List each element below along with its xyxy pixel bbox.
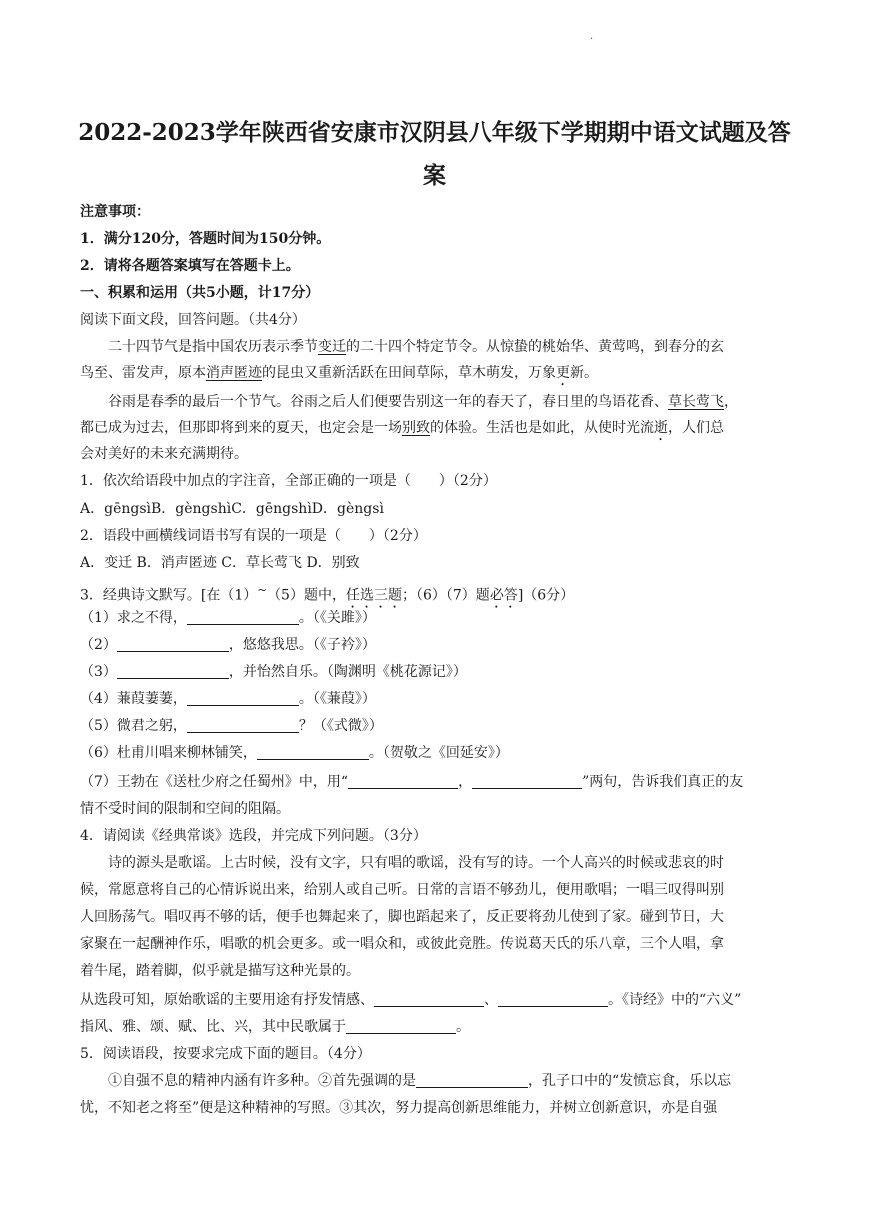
q3-item-3: [80, 662, 792, 682]
text: ；（6）（7）题: [401, 587, 490, 604]
doc-title-line-2: 案: [423, 162, 446, 189]
text: （2）: [80, 637, 117, 653]
text: 。（贺敬之《回延安》）: [368, 745, 509, 761]
q5-passage-line-2: 忧，不知老之将至”便是这种精神的写照。③其次，努力提高创新思维能力，并树立创新意识，亦是自强: [80, 1100, 718, 1116]
text: 谷雨是春季的最后一个节气。谷雨之后人们便要告别这一年的春天了，春日里的鸟语花香、: [108, 394, 668, 410]
text: ？（《式微》）: [298, 718, 383, 734]
text: ，: [458, 774, 473, 790]
dotted-char-1: 更: [556, 365, 570, 381]
passage-p2-line-1: [108, 392, 792, 412]
section-heading: 一、积累和运用（共5小题，计17分）: [80, 285, 320, 301]
text: （5）题中，: [267, 587, 346, 604]
question-1-options: A．gēngsìB．gèngshìC．gēngshìD．gèngsì: [80, 501, 384, 517]
q3-item-6: [80, 743, 792, 763]
text: （4）蒹葭萋萋，: [80, 691, 187, 707]
answer-blank[interactable]: [374, 992, 484, 1007]
underlined-word-1: 变迁: [318, 339, 346, 355]
top-mark: ·: [590, 34, 594, 45]
underlined-word-3: 草长莺飞: [668, 394, 724, 410]
text: ①自强不息的精神内涵有许多种。②首先强调的是: [108, 1073, 416, 1089]
notice-item-1: 1．满分120分，答题时间为150分钟。: [80, 231, 331, 247]
passage-p1-line-2: [80, 363, 792, 389]
emphasis-choose-three: 任选三题: [345, 587, 402, 604]
text: 指风、雅、颂、赋、比、兴，其中民歌属于: [80, 1019, 346, 1035]
q4-question-line-2: [80, 1017, 792, 1037]
answer-blank[interactable]: [348, 774, 458, 789]
text: 从选段可知，原始歌谣的主要用途有抒发情感、: [80, 992, 374, 1008]
question-2: 2．语段中画横线词语书写有误的一项是（ ）（2分）: [80, 528, 427, 544]
answer-blank[interactable]: [117, 664, 229, 679]
text: ，: [724, 394, 738, 410]
q3-item-7-cont: 情不受时间的限制和空间的阻隔。: [80, 801, 290, 817]
text: 新。: [570, 365, 598, 381]
answer-blank[interactable]: [117, 637, 229, 652]
text: （7）王勃在《送杜少府之任蜀州》中，用“: [80, 774, 349, 790]
text: 的体验。生活也是如此，从使时光流: [430, 420, 654, 436]
q3-item-7: [80, 772, 792, 792]
text: 。《诗经》中的“六义”: [608, 992, 742, 1008]
text: （3）: [80, 664, 117, 680]
q4-passage-line-4: 家聚在一起酬神作乐，唱歌的机会更多。或一唱众和，或彼此竞胜。传说葛天氏的乐八章，三个人唱，拿: [80, 936, 724, 952]
passage-p1-line-1: [108, 337, 792, 357]
text: 。（《关雎》）: [298, 610, 376, 626]
question-1: 1．依次给语段中加点的字注音，全部正确的一项是（ ）（2分）: [80, 473, 497, 489]
text: 的昆虫又重新活跃在田间草际，草木萌发，万象: [262, 365, 556, 381]
q4-question-line-1: [80, 990, 792, 1010]
q3-item-1: [80, 608, 792, 628]
doc-title-line-1: 2022-2023学年陕西省安康市汉阴县八年级下学期期中语文试题及答: [78, 119, 791, 146]
q4-passage-line-5: 着牛尾，踏着脚，似乎就是描写这种光景的。: [80, 963, 360, 979]
text: ，孔子口中的“发愤忘食，乐以忘: [528, 1073, 732, 1089]
answer-blank[interactable]: [472, 774, 582, 789]
answer-blank[interactable]: [187, 718, 299, 733]
answer-blank[interactable]: [498, 992, 608, 1007]
answer-blank[interactable]: [346, 1019, 456, 1034]
text: ，悠悠我思。（《子衿》）: [228, 637, 376, 653]
text: 都已成为过去，但那即将到来的夏天，也定会是一场: [80, 420, 402, 436]
text: 鸟至、雷发声，原本: [80, 365, 206, 381]
q3-item-4: [80, 689, 792, 709]
q4-passage-line-2: 候，常愿意将自己的心情诉说出来，给别人或自己听。日常的言语不够劲儿，便用歌唱；一唱三叹得叫别: [80, 882, 724, 898]
text: ”两句，告诉我们真正的友: [582, 774, 744, 790]
text: 、: [484, 992, 498, 1008]
text: （5）微君之躬，: [80, 718, 187, 734]
question-5: 5．阅读语段，按要求完成下面的题目。（4分）: [80, 1046, 371, 1062]
underlined-word-4: 别致: [402, 420, 430, 436]
text: 。（《蒹葭》）: [298, 691, 376, 707]
text: （6）杜甫川唱来柳林铺笑，: [80, 745, 257, 761]
answer-blank[interactable]: [187, 691, 299, 706]
passage-p2-line-2: [80, 418, 792, 444]
notice-item-2: 2．请将各题答案填写在答题卡上。: [80, 258, 300, 274]
tilde: ~: [257, 583, 268, 597]
dotted-char-2: 逝: [654, 420, 668, 436]
question-4: 4．请阅读《经典常谈》选段，并完成下列问题。（3分）: [80, 828, 427, 844]
text: 的二十四个特定节令。从惊蛰的桃始华、黄莺鸣，到春分的玄: [346, 339, 724, 355]
text: ，并怡然自乐。（陶渊明《桃花源记》）: [228, 664, 467, 680]
text: 。: [456, 1019, 470, 1035]
q4-passage-line-1: 诗的源头是歌谣。上古时候，没有文字，只有唱的歌谣，没有写的诗。一个人高兴的时候或悲哀的时: [108, 855, 724, 871]
answer-blank[interactable]: [416, 1073, 528, 1088]
text: ，人们总: [668, 420, 724, 436]
answer-blank[interactable]: [257, 745, 369, 760]
text: （1）求之不得，: [80, 610, 187, 626]
emphasis-must-answer: 必答: [489, 587, 518, 604]
passage-p2-line-3: 会对美好的未来充满期待。: [80, 446, 248, 462]
q3-item-5: [80, 716, 792, 736]
passage-intro: 阅读下面文段，回答问题。（共4分）: [80, 312, 306, 328]
underlined-word-2: 消声匿迹: [206, 365, 262, 381]
question-2-options: A．变迁 B．消声匿迹 C．草长莺飞 D．别致: [80, 555, 360, 571]
answer-blank[interactable]: [187, 610, 299, 625]
notice-heading: 注意事项：: [80, 204, 150, 220]
q5-passage-line-1: [108, 1071, 792, 1091]
text: 二十四节气是指中国农历表示季节: [108, 339, 318, 355]
question-3: [80, 580, 792, 612]
text: 3．经典诗文默写。[在（1）: [80, 587, 258, 604]
text: ]（6分）: [517, 587, 575, 604]
q3-item-2: [80, 635, 792, 655]
q4-passage-line-3: 人回肠荡气。唱叹再不够的话，便手也舞起来了，脚也蹈起来了，反正要将劲儿使到了家。碰到节日，大: [80, 909, 724, 925]
